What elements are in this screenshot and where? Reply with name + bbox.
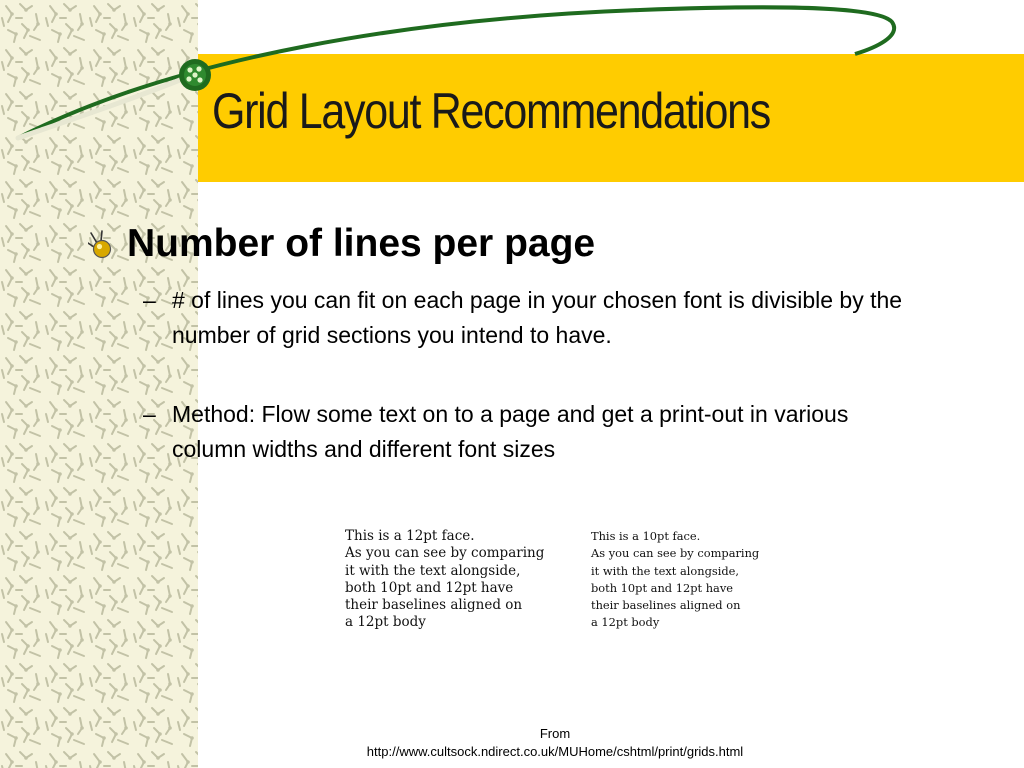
sample-line: their baselines aligned on — [345, 597, 523, 614]
sample-10pt-text — [591, 528, 759, 632]
sample-line: a 12pt body — [591, 615, 660, 630]
sample-line: As you can see by comparing — [591, 546, 760, 561]
sample-12pt-text — [345, 528, 544, 632]
sample-line: their baselines aligned on — [591, 598, 741, 613]
bullet-heading: Number of lines per page — [127, 222, 596, 265]
dash-marker: – — [143, 287, 156, 313]
sample-line: a 12pt body — [345, 614, 426, 631]
sample-line: both 10pt and 12pt have — [345, 579, 514, 596]
bullet-icon — [88, 230, 118, 260]
decorative-pattern-sidebar — [0, 0, 198, 768]
sample-line: it with the text alongside, — [345, 562, 521, 579]
sample-line: both 10pt and 12pt have — [591, 580, 733, 595]
sub-bullet-text: Method: Flow some text on to a page and get a print-out in various column widths and different font sizes — [172, 401, 849, 462]
sub-bullet-text: # of lines you can fit on each page in your chosen font is divisible by the number of grid sections you intend to have. — [172, 287, 903, 348]
sub-bullet — [143, 397, 923, 467]
source-url: http://www.cultsock.ndirect.co.uk/MUHome/cshtml/print/grids.html — [366, 744, 744, 759]
source-label: From — [539, 726, 571, 741]
sample-line: This is a 10pt face. — [591, 529, 701, 543]
sample-line: As you can see by comparing — [345, 545, 545, 562]
sub-bullet — [143, 283, 923, 353]
source-citation — [330, 725, 780, 761]
dash-marker: – — [143, 401, 156, 427]
sample-line: This is a 12pt face. — [345, 528, 475, 544]
slide-title: Grid Layout Recommendations — [212, 83, 770, 139]
sample-line: it with the text alongside, — [591, 563, 740, 578]
